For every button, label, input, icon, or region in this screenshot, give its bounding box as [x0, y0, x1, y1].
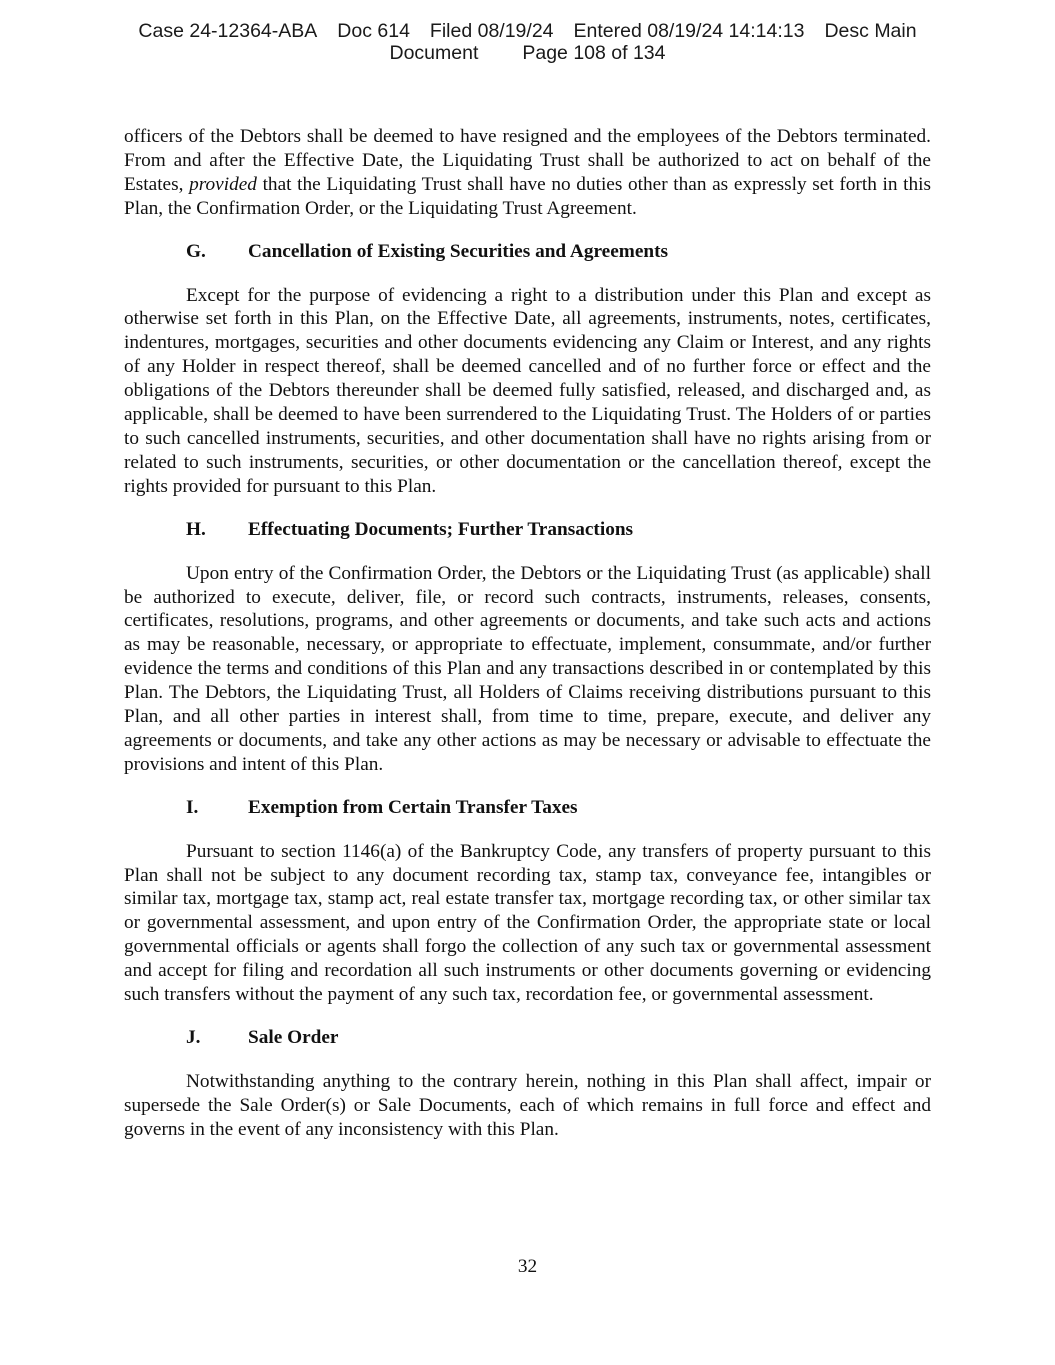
section-number: G.	[186, 240, 206, 262]
section-title: Sale Order	[248, 1027, 339, 1048]
document-label: Document	[389, 42, 479, 64]
section-number: J.	[186, 1027, 201, 1048]
section-paragraph-i: Pursuant to section 1146(a) of the Bankruptcy Code, any transfers of property pursuant to this Plan shall not be subject to any document recording tax, stamp tax, conveyance fee, intangibles or similar tax, mortgage tax, stamp act, real estate transfer tax, mortgage recording tax, or other similar tax or governmental assessment, and upon entry of the Confirmation Order, the appropriate state or local governmental officials or agents shall forgo the collection of any such tax or governmental assessment and accept for filing and recordation all such instruments or other documents governing or evidencing such transfers without the payment of any such tax, recordation fee, or governmental assessment.	[124, 840, 931, 1006]
intro-text-part2: that the Liquidating Trust shall have no duties other than as expressly set forth in this Plan, the Confirmation Order, or the Liquidating Trust Agreement.	[124, 173, 931, 219]
section-heading-h	[124, 518, 931, 542]
section-number: H.	[186, 518, 206, 540]
document-body	[124, 125, 931, 1142]
header-line-2	[0, 42, 1055, 64]
doc-number: Doc 614	[337, 20, 410, 42]
section-paragraph-g: Except for the purpose of evidencing a right to a distribution under this Plan and except as otherwise set forth in this Plan, on the Effective Date, all agreements, instruments, notes, certificates, indentures, mortgages, securities and other documents evidencing any Claim or Interest, and any rights of any Holder in respect thereof, shall be deemed cancelled and of no further force or effect and the obligations of the Debtors thereunder shall be deemed fully satisfied, released, and discharged and, as applicable, shall be deemed to have been surrendered to the Liquidating Trust. The Holders of or parties to such cancelled instruments, securities, and other documentation shall have no rights arising from or related to such instruments, securities, or other documentation or the cancellation thereof, except the rights provided for pursuant to this Plan.	[124, 284, 931, 497]
section-heading-i	[124, 796, 931, 820]
page-indicator: Page 108 of 134	[522, 42, 666, 64]
header-line-1	[0, 20, 1055, 42]
description: Desc Main	[824, 20, 917, 42]
case-number: Case 24-12364-ABA	[138, 20, 318, 42]
section-title: Exemption from Certain Transfer Taxes	[248, 796, 578, 818]
intro-paragraph	[124, 125, 931, 221]
section-title: Cancellation of Existing Securities and Agreements	[248, 240, 669, 262]
intro-text-part1: officers of the Debtors shall be deemed to have resigned and the employees of the Debtors terminated. From and after the Effective Date, the Liquidating Trust shall be authorized to act on behalf of the Estates,	[124, 126, 931, 195]
section-paragraph-j: Notwithstanding anything to the contrary herein, nothing in this Plan shall affect, impair or supersede the Sale Order(s) or Sale Documents, each of which remains in full force and effect and governs in the event of any inconsistency with this Plan.	[124, 1070, 931, 1140]
section-title: Effectuating Documents; Further Transactions	[248, 518, 634, 540]
page-number: 32	[517, 1256, 538, 1277]
entered-date: Entered 08/19/24 14:14:13	[573, 20, 805, 42]
court-filing-header	[0, 20, 1055, 64]
section-number: I.	[186, 796, 199, 818]
intro-italic-provided: provided	[189, 173, 257, 195]
section-heading-j	[124, 1026, 931, 1050]
section-paragraph-h: Upon entry of the Confirmation Order, the Debtors or the Liquidating Trust (as applicable) shall be authorized to execute, deliver, file, or record such contracts, instruments, releases, consents, certificates, resolutions, programs, and other agreements or documents, and take such acts and actions as may be reasonable, necessary, or appropriate to effectuate, implement, consummate, and/or further evidence the terms and conditions of this Plan and any transactions described in or contemplated by this Plan. The Debtors, the Liquidating Trust, all Holders of Claims receiving distributions pursuant to this Plan, and all other parties in interest shall, from time to time, prepare, execute, and deliver any agreements or documents, and take any other actions as may be necessary or advisable to effectuate the provisions and intent of this Plan.	[124, 562, 931, 775]
filed-date: Filed 08/19/24	[429, 20, 554, 42]
section-heading-g	[124, 240, 931, 264]
